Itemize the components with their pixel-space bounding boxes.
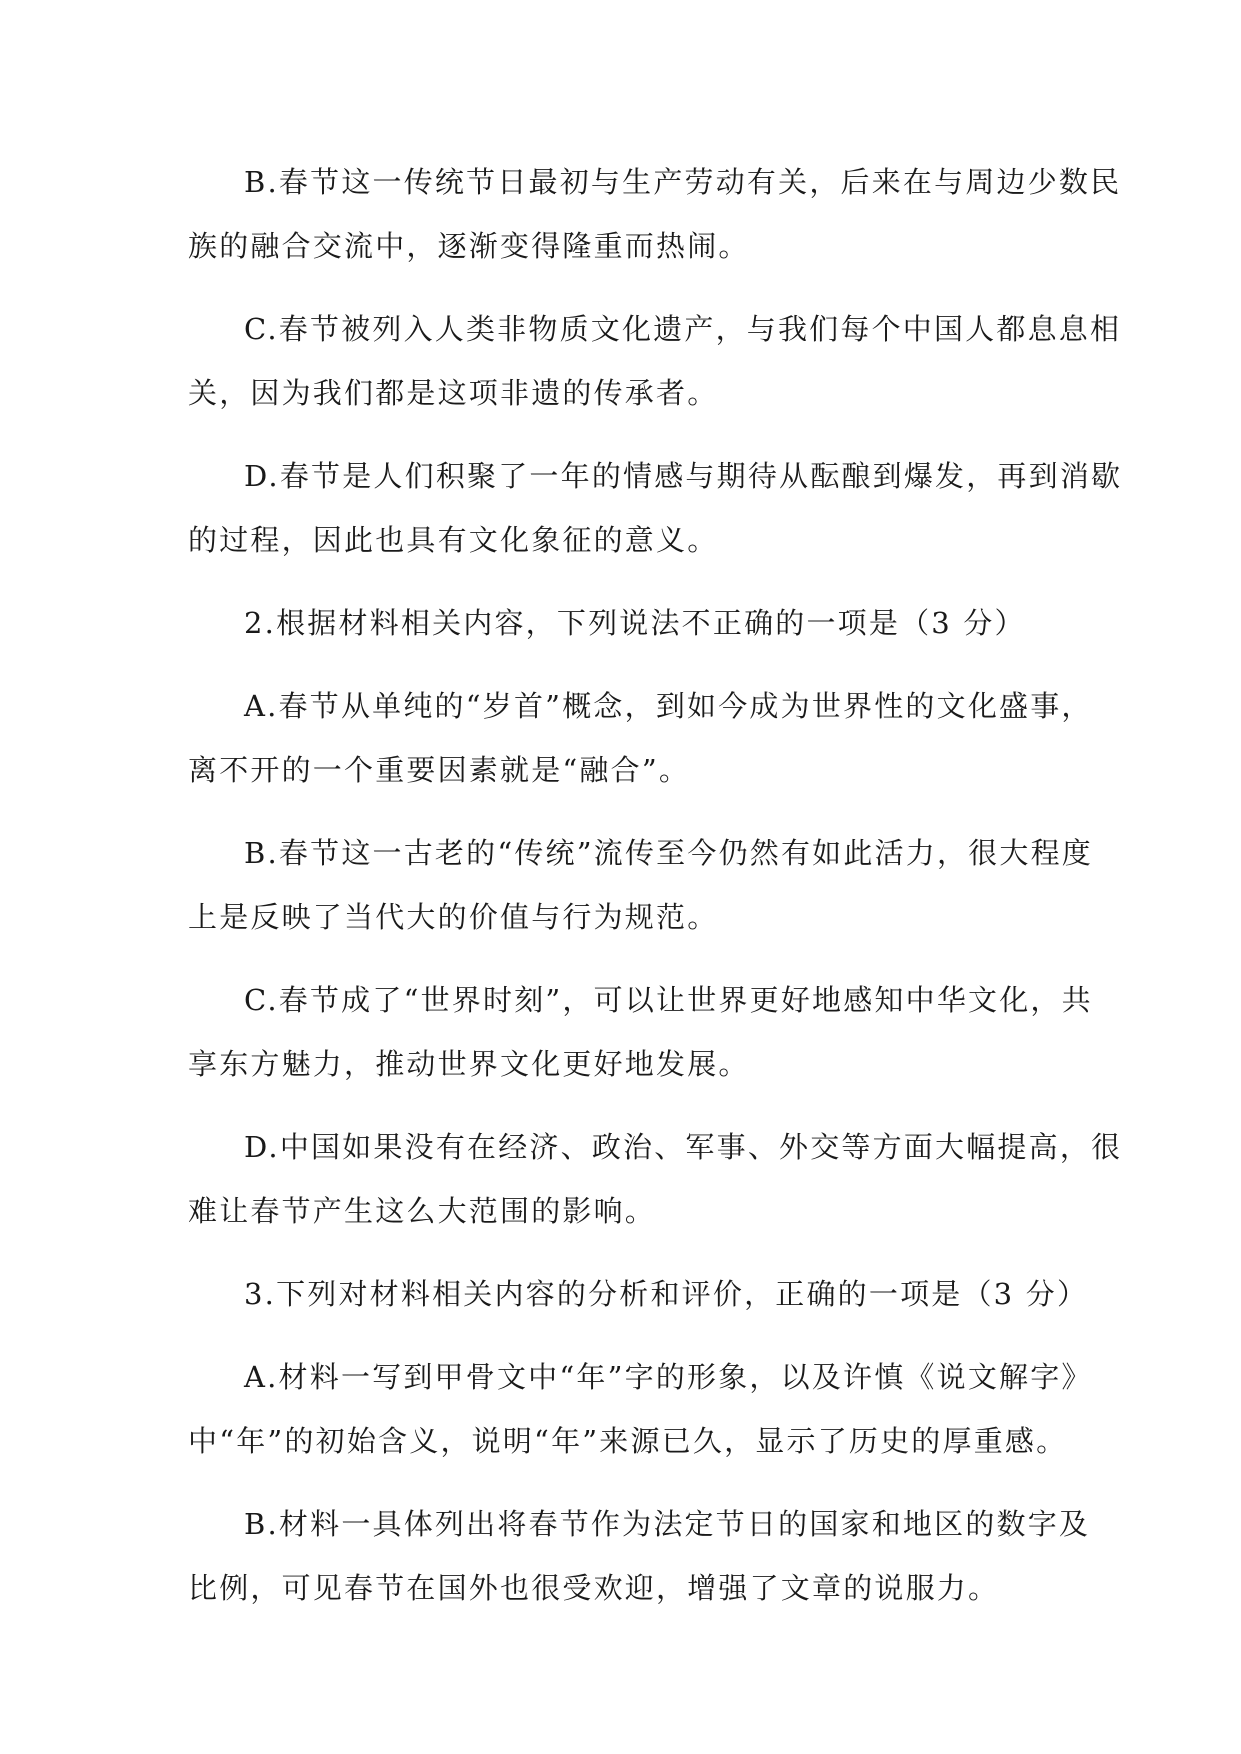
- question-3-stem: 3.下列对材料相关内容的分析和评价，正确的一项是（3 分）: [244, 1277, 1089, 1311]
- q3-option-a-line-1: A.材料一写到甲骨文中“年”字的形象，以及许慎《说文解字》: [244, 1360, 1093, 1394]
- q2-option-c-line-2: 享东方魅力，推动世界文化更好地发展。: [188, 1047, 750, 1081]
- option-c-line-2: 关，因为我们都是这项非遗的传承者。: [188, 376, 719, 410]
- option-b-line-2: 族的融合交流中，逐渐变得隆重而热闹。: [188, 229, 750, 263]
- q2-option-b-line-2: 上是反映了当代大的价值与行为规范。: [188, 900, 719, 934]
- question-2-stem: 2.根据材料相关内容，下列说法不正确的一项是（3 分）: [244, 606, 1026, 640]
- q2-option-d-line-1: D.中国如果没有在经济、政治、军事、外交等方面大幅提高，很: [244, 1130, 1123, 1164]
- q2-option-c-line-1: C.春节成了“世界时刻”，可以让世界更好地感知中华文化，共: [244, 983, 1093, 1017]
- q3-option-a-line-2: 中“年”的初始含义，说明“年”来源已久，显示了历史的厚重感。: [188, 1424, 1068, 1458]
- q2-option-d-line-2: 难让春节产生这么大范围的影响。: [188, 1194, 657, 1228]
- option-d-line-1: D.春节是人们积聚了一年的情感与期待从酝酿到爆发，再到消歇: [244, 459, 1123, 493]
- option-c-line-1: C.春节被列入人类非物质文化遗产，与我们每个中国人都息息相: [244, 312, 1122, 346]
- option-d-line-2: 的过程，因此也具有文化象征的意义。: [188, 523, 719, 557]
- option-b-line-1: B.春节这一传统节日最初与生产劳动有关，后来在与周边少数民: [244, 165, 1122, 199]
- q3-option-b-line-1: B.材料一具体列出将春节作为法定节日的国家和地区的数字及: [244, 1507, 1091, 1541]
- q2-option-b-line-1: B.春节这一古老的“传统”流传至今仍然有如此活力，很大程度: [244, 836, 1093, 870]
- q2-option-a-line-2: 离不开的一个重要因素就是“融合”。: [188, 753, 691, 787]
- q2-option-a-line-1: A.春节从单纯的“岁首”概念，到如今成为世界性的文化盛事，: [244, 689, 1093, 723]
- q3-option-b-line-2: 比例，可见春节在国外也很受欢迎，增强了文章的说服力。: [188, 1571, 1000, 1605]
